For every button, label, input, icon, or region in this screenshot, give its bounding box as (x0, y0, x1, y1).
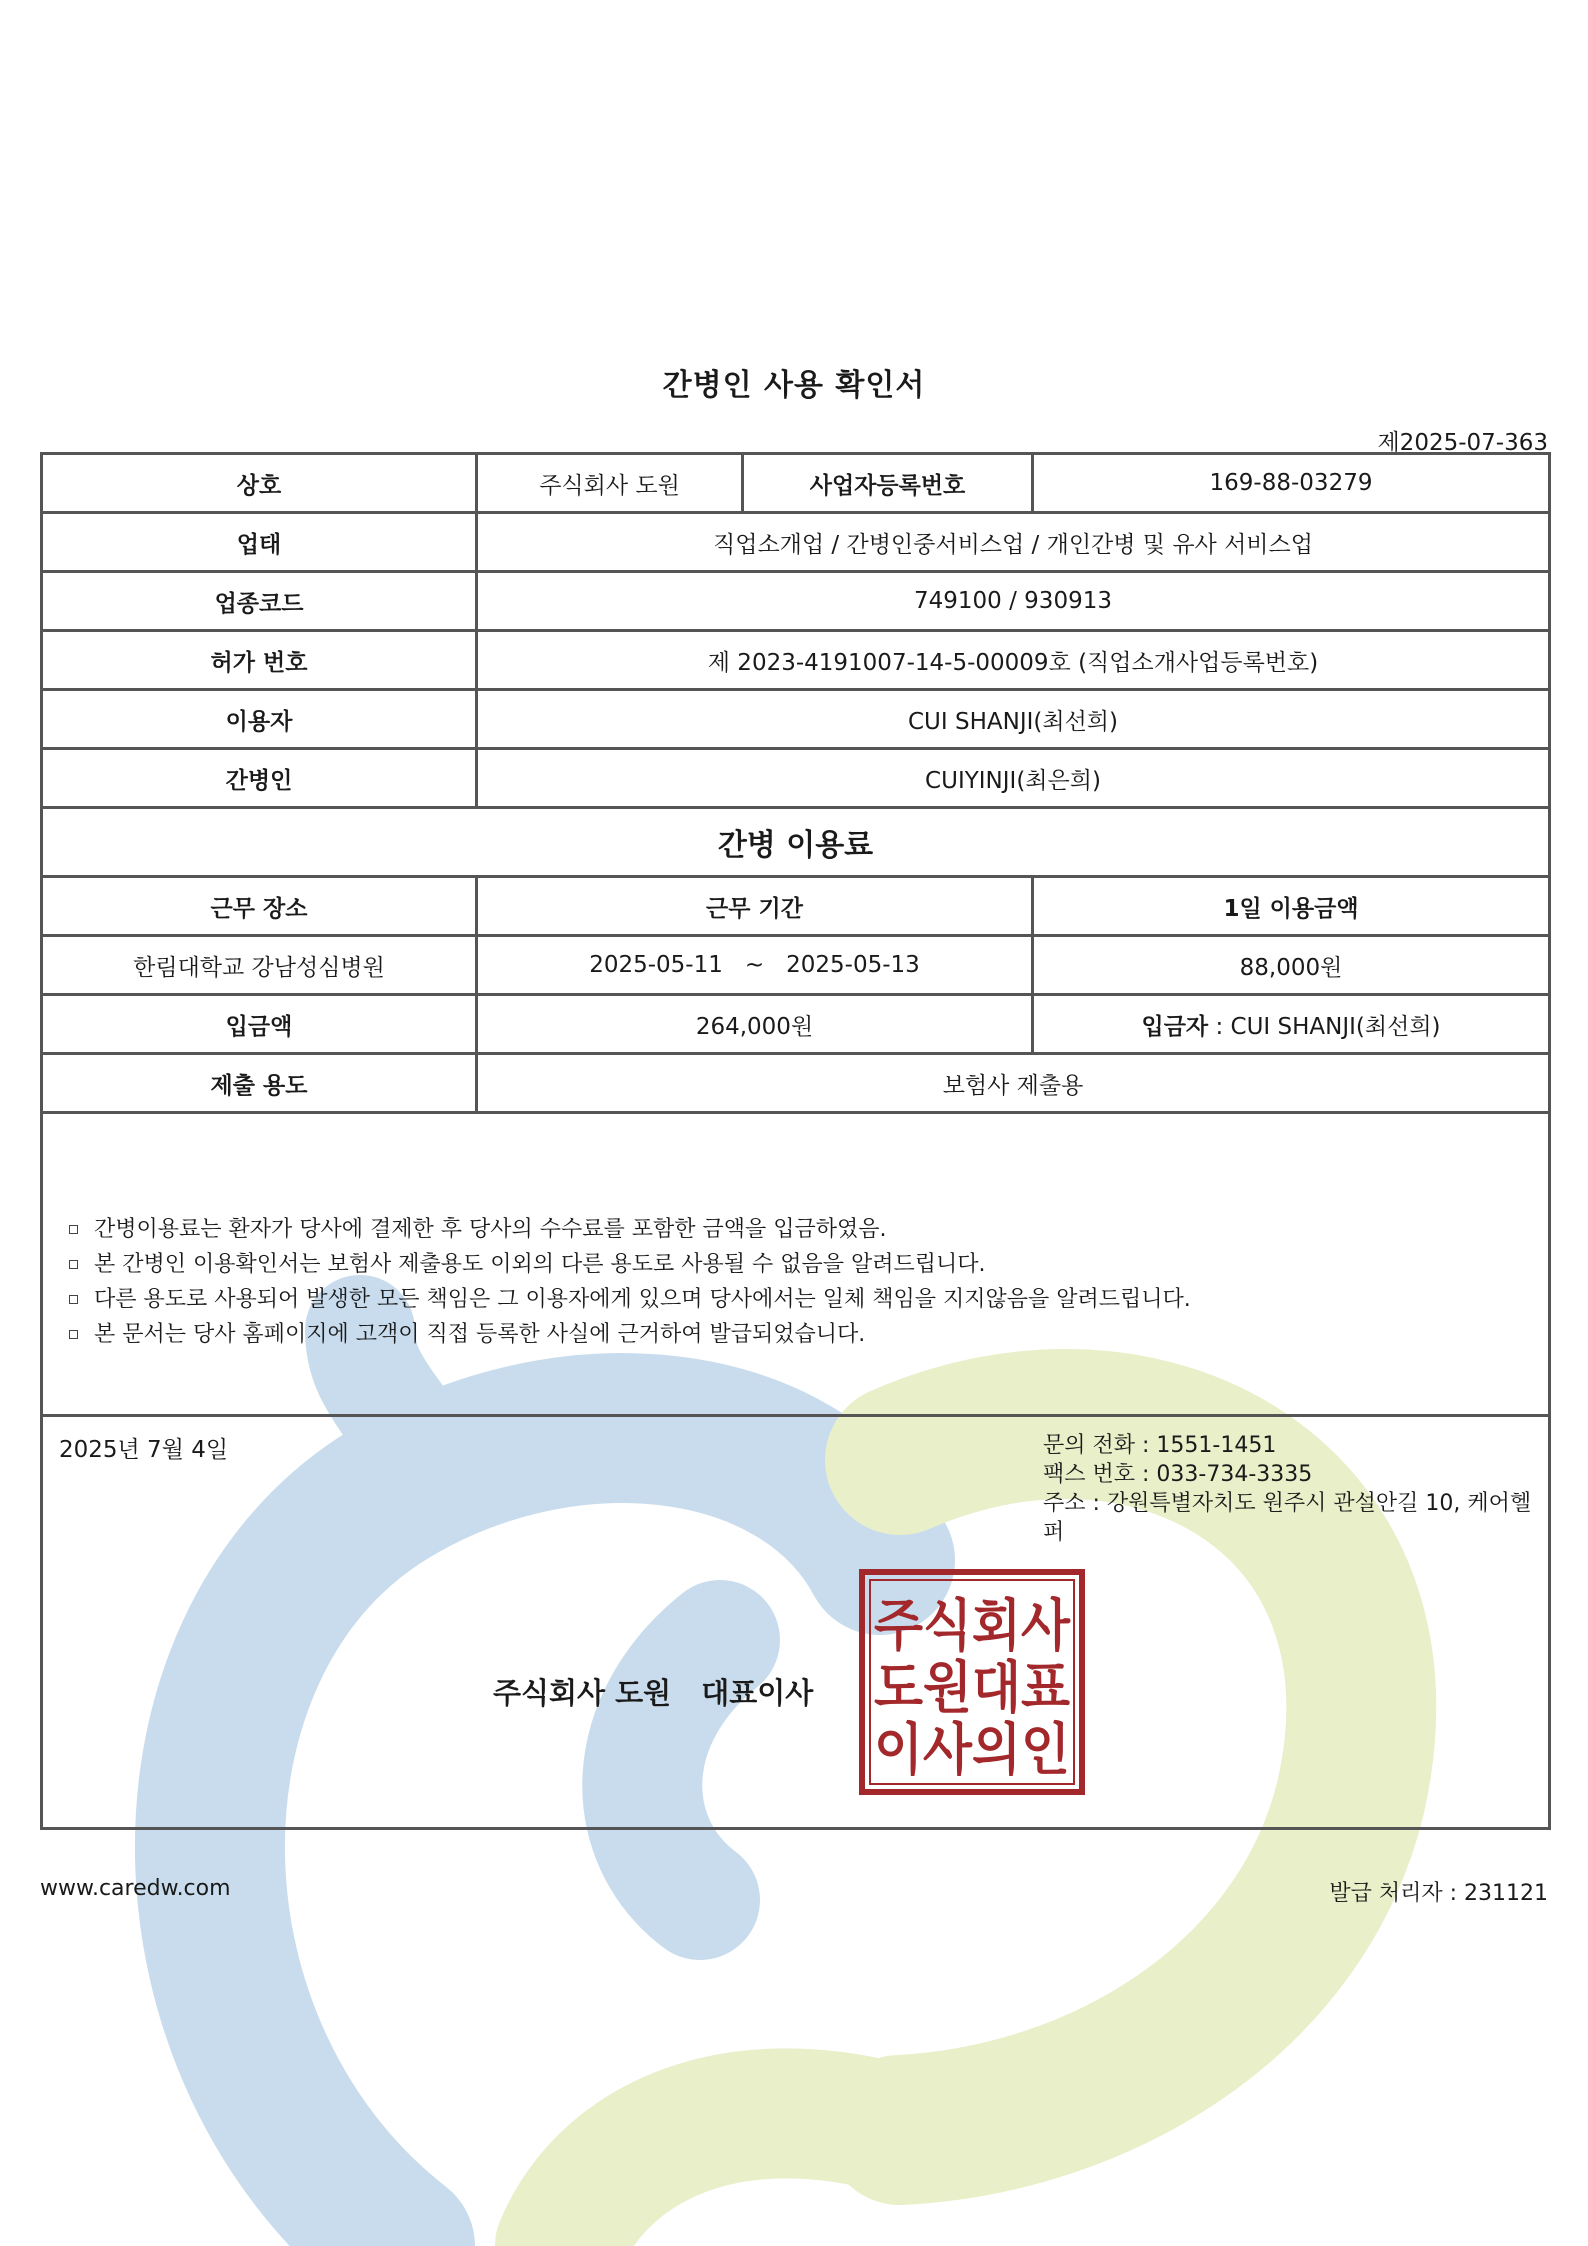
industry-code-value: 749100 / 930913 (477, 572, 1550, 631)
company-row (42, 454, 1550, 513)
deposit-row (42, 995, 1550, 1054)
svg-text:도원대표: 도원대표 (874, 1656, 1070, 1721)
issue-date: 2025년 7월 4일 (59, 1437, 229, 1463)
business-type-value: 직업소개업 / 간병인중서비스업 / 개인간병 및 유사 서비스업 (477, 513, 1550, 572)
fee-section-title: 간병 이용료 (42, 808, 1550, 877)
work-place-value: 한림대학교 강남성심병원 (42, 936, 477, 995)
footer-box (43, 1417, 1548, 1827)
note-item (69, 1282, 1548, 1317)
note-item (69, 1247, 1548, 1282)
signature-title: 대표이사 (701, 1676, 814, 1710)
industry-code-row (42, 572, 1550, 631)
contact-info (1043, 1431, 1548, 1547)
deposit-label: 입금액 (42, 995, 477, 1054)
square-bullet-icon (69, 1330, 78, 1339)
contact-phone: 문의 전화 : 1551-1451 (1043, 1433, 1277, 1458)
caregiver-row (42, 749, 1550, 808)
license-value: 제 2023-4191007-14-5-00009호 (직업소개사업등록번호) (477, 631, 1550, 690)
work-period-header: 근무 기간 (477, 877, 1033, 936)
fee-section-row (42, 808, 1550, 877)
square-bullet-icon (69, 1295, 78, 1304)
industry-code-label: 업종코드 (42, 572, 477, 631)
svg-text:이사의인: 이사의인 (874, 1718, 1070, 1783)
notes-cell (42, 1113, 1550, 1416)
business-type-row (42, 513, 1550, 572)
svg-text:주식회사: 주식회사 (874, 1594, 1071, 1659)
license-label: 허가 번호 (42, 631, 477, 690)
depositor-cell (1033, 995, 1550, 1054)
company-signature (493, 1671, 813, 1712)
period-tilde: ~ (744, 952, 765, 978)
note-text: 간병이용료는 환자가 당사에 결제한 후 당사의 수수료를 포함한 금액을 입금하였음. (94, 1217, 887, 1242)
period-start: 2025-05-11 (589, 952, 723, 978)
footer-cell (42, 1416, 1550, 1829)
purpose-row (42, 1054, 1550, 1113)
business-type-label: 업태 (42, 513, 477, 572)
footer-row (42, 1416, 1550, 1829)
user-row (42, 690, 1550, 749)
purpose-value: 보험사 제출용 (477, 1054, 1550, 1113)
depositor-separator: : (1208, 1013, 1231, 1040)
registration-label: 사업자등록번호 (743, 454, 1033, 513)
confirmation-table (40, 452, 1551, 1830)
note-item (69, 1317, 1548, 1352)
fee-data-row (42, 936, 1550, 995)
company-label: 상호 (42, 454, 477, 513)
notes-row (42, 1113, 1550, 1416)
notes-list (43, 1114, 1548, 1352)
contact-fax: 팩스 번호 : 033-734-3335 (1043, 1462, 1313, 1487)
user-value: CUI SHANJI(최선희) (477, 690, 1550, 749)
note-text: 다른 용도로 사용되어 발생한 모든 책임은 그 이용자에게 있으며 당사에서는 일체 책임을 지지않음을 알려드립니다. (94, 1287, 1191, 1312)
daily-fee-value: 88,000원 (1033, 936, 1550, 995)
fee-header-row (42, 877, 1550, 936)
company-value: 주식회사 도원 (477, 454, 743, 513)
depositor-label: 입금자 (1141, 1013, 1209, 1040)
square-bullet-icon (69, 1260, 78, 1269)
work-place-header: 근무 장소 (42, 877, 477, 936)
website-link[interactable]: www.caredw.com (40, 1876, 231, 1901)
signature-company: 주식회사 도원 (493, 1676, 672, 1710)
work-period-value (477, 936, 1033, 995)
note-item (69, 1212, 1548, 1247)
note-text: 본 간병인 이용확인서는 보험사 제출용도 이외의 다른 용도로 사용될 수 없음을 알려드립니다. (94, 1252, 986, 1277)
purpose-label: 제출 용도 (42, 1054, 477, 1113)
contact-address: 주소 : 강원특별자치도 원주시 관설안길 10, 케어헬퍼 (1043, 1491, 1532, 1545)
registration-value: 169-88-03279 (1033, 454, 1550, 513)
issuer-info: 발급 처리자 : 231121 (1329, 1881, 1548, 1906)
document-number: 제2025-07-363 (1377, 430, 1548, 456)
company-seal-icon (859, 1569, 1085, 1795)
caregiver-value: CUIYINJI(최은희) (477, 749, 1550, 808)
daily-fee-header: 1일 이용금액 (1033, 877, 1550, 936)
caregiver-label: 간병인 (42, 749, 477, 808)
license-row (42, 631, 1550, 690)
note-text: 본 문서는 당사 홈페이지에 고객이 직접 등록한 사실에 근거하여 발급되었습니다. (94, 1322, 866, 1347)
user-label: 이용자 (42, 690, 477, 749)
depositor-value: CUI SHANJI(최선희) (1230, 1013, 1441, 1040)
deposit-amount: 264,000원 (477, 995, 1033, 1054)
period-end: 2025-05-13 (786, 952, 920, 978)
document-title: 간병인 사용 확인서 (662, 368, 926, 403)
square-bullet-icon (69, 1225, 78, 1234)
